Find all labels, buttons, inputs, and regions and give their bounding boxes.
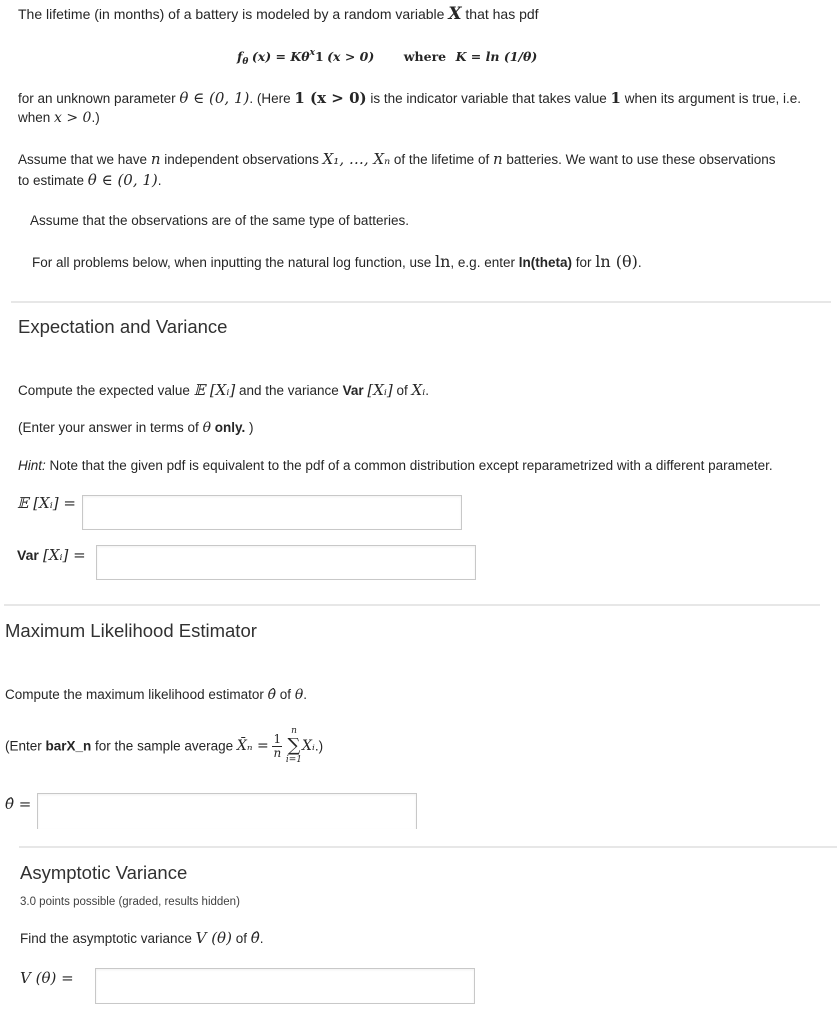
text: Compute the expected value [18, 383, 194, 398]
math-ln-theta: ln (θ) [595, 252, 638, 271]
math-var-arg: [Xᵢ] [367, 381, 393, 399]
expectation-input[interactable] [82, 495, 462, 530]
text: .) [91, 110, 100, 125]
math-xi: Xᵢ [411, 381, 426, 399]
math-sum [286, 726, 302, 766]
math-theta-hat: θ̂ [267, 687, 277, 703]
math-one: 1 [610, 89, 621, 107]
text: .) [314, 738, 324, 754]
text: . [259, 931, 264, 946]
text: ) [245, 420, 254, 435]
mle-prompt [5, 687, 307, 703]
sample-average-note [5, 726, 323, 766]
math-var: Var [342, 383, 364, 398]
barxn-bold: barX_n [45, 738, 92, 754]
intro-text-tail: that has pdf [461, 6, 539, 22]
section-title-expectation: Expectation and Variance [18, 316, 228, 337]
text: . [425, 383, 429, 398]
text: when [18, 110, 55, 125]
expectation-prompt [18, 381, 429, 399]
ln-example: ln(theta) [518, 255, 572, 270]
math-f: f [237, 49, 243, 64]
only-bold: only. [211, 420, 246, 435]
section-title-mle: Maximum Likelihood Estimator [5, 620, 257, 641]
obs-line-2 [18, 171, 162, 189]
text: . (Here [249, 91, 295, 106]
theta-only-note [18, 420, 254, 436]
math-x: X [448, 4, 462, 24]
hint-text: Note that the given pdf is equivalent to the pdf of a common distribution except reparametrized with a different parameter. [45, 458, 773, 473]
param-line-2 [18, 110, 100, 126]
math-indicator: 1 [314, 49, 324, 64]
math-theta: θ [202, 420, 212, 436]
math-x-pos: x > 0 [54, 110, 92, 126]
text: of the lifetime of [390, 152, 493, 167]
math-theta-range: θ ∈ (0, 1) [87, 171, 158, 189]
text: and the variance [235, 383, 343, 398]
divider [11, 301, 831, 303]
text: independent observations [160, 152, 323, 167]
math-indicator-arg: (x > 0) [327, 49, 375, 64]
text: Compute the maximum likelihood estimator [5, 687, 268, 702]
text: (Enter [5, 738, 46, 754]
divider [4, 604, 820, 606]
var-math: [Xᵢ] = [42, 546, 86, 564]
math-theta-hat: θ̂ [250, 929, 260, 947]
math-fraction [272, 733, 282, 760]
theta-hat-label: θ̂ = [5, 795, 32, 813]
theta-hat-input[interactable] [37, 793, 417, 829]
math-xbar: X̄ₙ = [236, 738, 269, 754]
v-theta-label: V (θ) = [20, 969, 74, 987]
v-theta-input[interactable] [95, 968, 475, 1004]
math-arg: (x) = Kθ [251, 49, 310, 64]
expectation-label: 𝔼 [Xᵢ] = [17, 494, 76, 512]
math-xi: Xᵢ [302, 738, 315, 754]
same-type-note: Assume that the observations are of the same type of batteries. [30, 213, 409, 228]
text: is the indicator variable that takes value [366, 91, 611, 106]
intro-line [18, 4, 539, 24]
text: of [231, 931, 251, 946]
math-where: where [403, 49, 447, 64]
math-theta-range: θ ∈ (0, 1) [179, 89, 250, 107]
math-sup-x: x [309, 48, 315, 58]
obs-line-1 [18, 150, 776, 168]
pdf-formula [237, 48, 537, 67]
text: of [276, 687, 295, 702]
text: . [157, 173, 162, 188]
points-possible: 3.0 points possible (graded, results hidden) [20, 896, 240, 908]
math-k-def: K = ln (1/θ) [455, 49, 538, 64]
section-title-asymptotic: Asymptotic Variance [20, 862, 188, 883]
sigma-icon: ∑ [287, 735, 301, 756]
divider [19, 846, 837, 848]
ln-instruction [32, 252, 642, 271]
text: . [637, 255, 642, 270]
text: for the sample average [91, 738, 237, 754]
math-observations: X₁, …, Xₙ [322, 150, 391, 168]
sum-bottom: i=1 [285, 755, 303, 765]
var-word: Var [17, 547, 39, 563]
math-ln: ln [435, 252, 451, 271]
frac-den: n [273, 745, 282, 760]
frac-num: 1 [273, 731, 282, 746]
text: , e.g. enter [450, 255, 519, 270]
text: of [392, 383, 412, 398]
asymptotic-prompt [20, 929, 264, 947]
text: . [303, 687, 308, 702]
text: For all problems below, when inputting the natural log function, use [32, 255, 435, 270]
sum-top: n [291, 726, 297, 736]
text: batteries. We want to use these observations [502, 152, 776, 167]
text: when its argument is true, i.e. [620, 91, 802, 106]
text: for [571, 255, 596, 270]
hint-label: Hint: [18, 458, 46, 473]
math-v-theta: V (θ) [195, 929, 232, 947]
text: Find the asymptotic variance [20, 931, 196, 946]
math-n: n [492, 150, 503, 168]
text: (Enter your answer in terms of [18, 420, 203, 435]
text: Assume that we have [18, 152, 151, 167]
hint [18, 458, 773, 473]
param-line-1 [18, 89, 801, 107]
variance-input[interactable] [96, 545, 476, 580]
math-indicator: 1 (x > 0) [294, 89, 367, 107]
math-expectation: 𝔼 [Xᵢ] [193, 381, 236, 399]
math-sub-theta: θ [242, 57, 249, 67]
text: to estimate [18, 173, 88, 188]
intro-text: The lifetime (in months) of a battery is modeled by a random variable [18, 6, 449, 22]
math-n: n [150, 150, 161, 168]
variance-label [17, 546, 86, 564]
math-theta: θ [294, 687, 304, 703]
text: for an unknown parameter [18, 91, 180, 106]
